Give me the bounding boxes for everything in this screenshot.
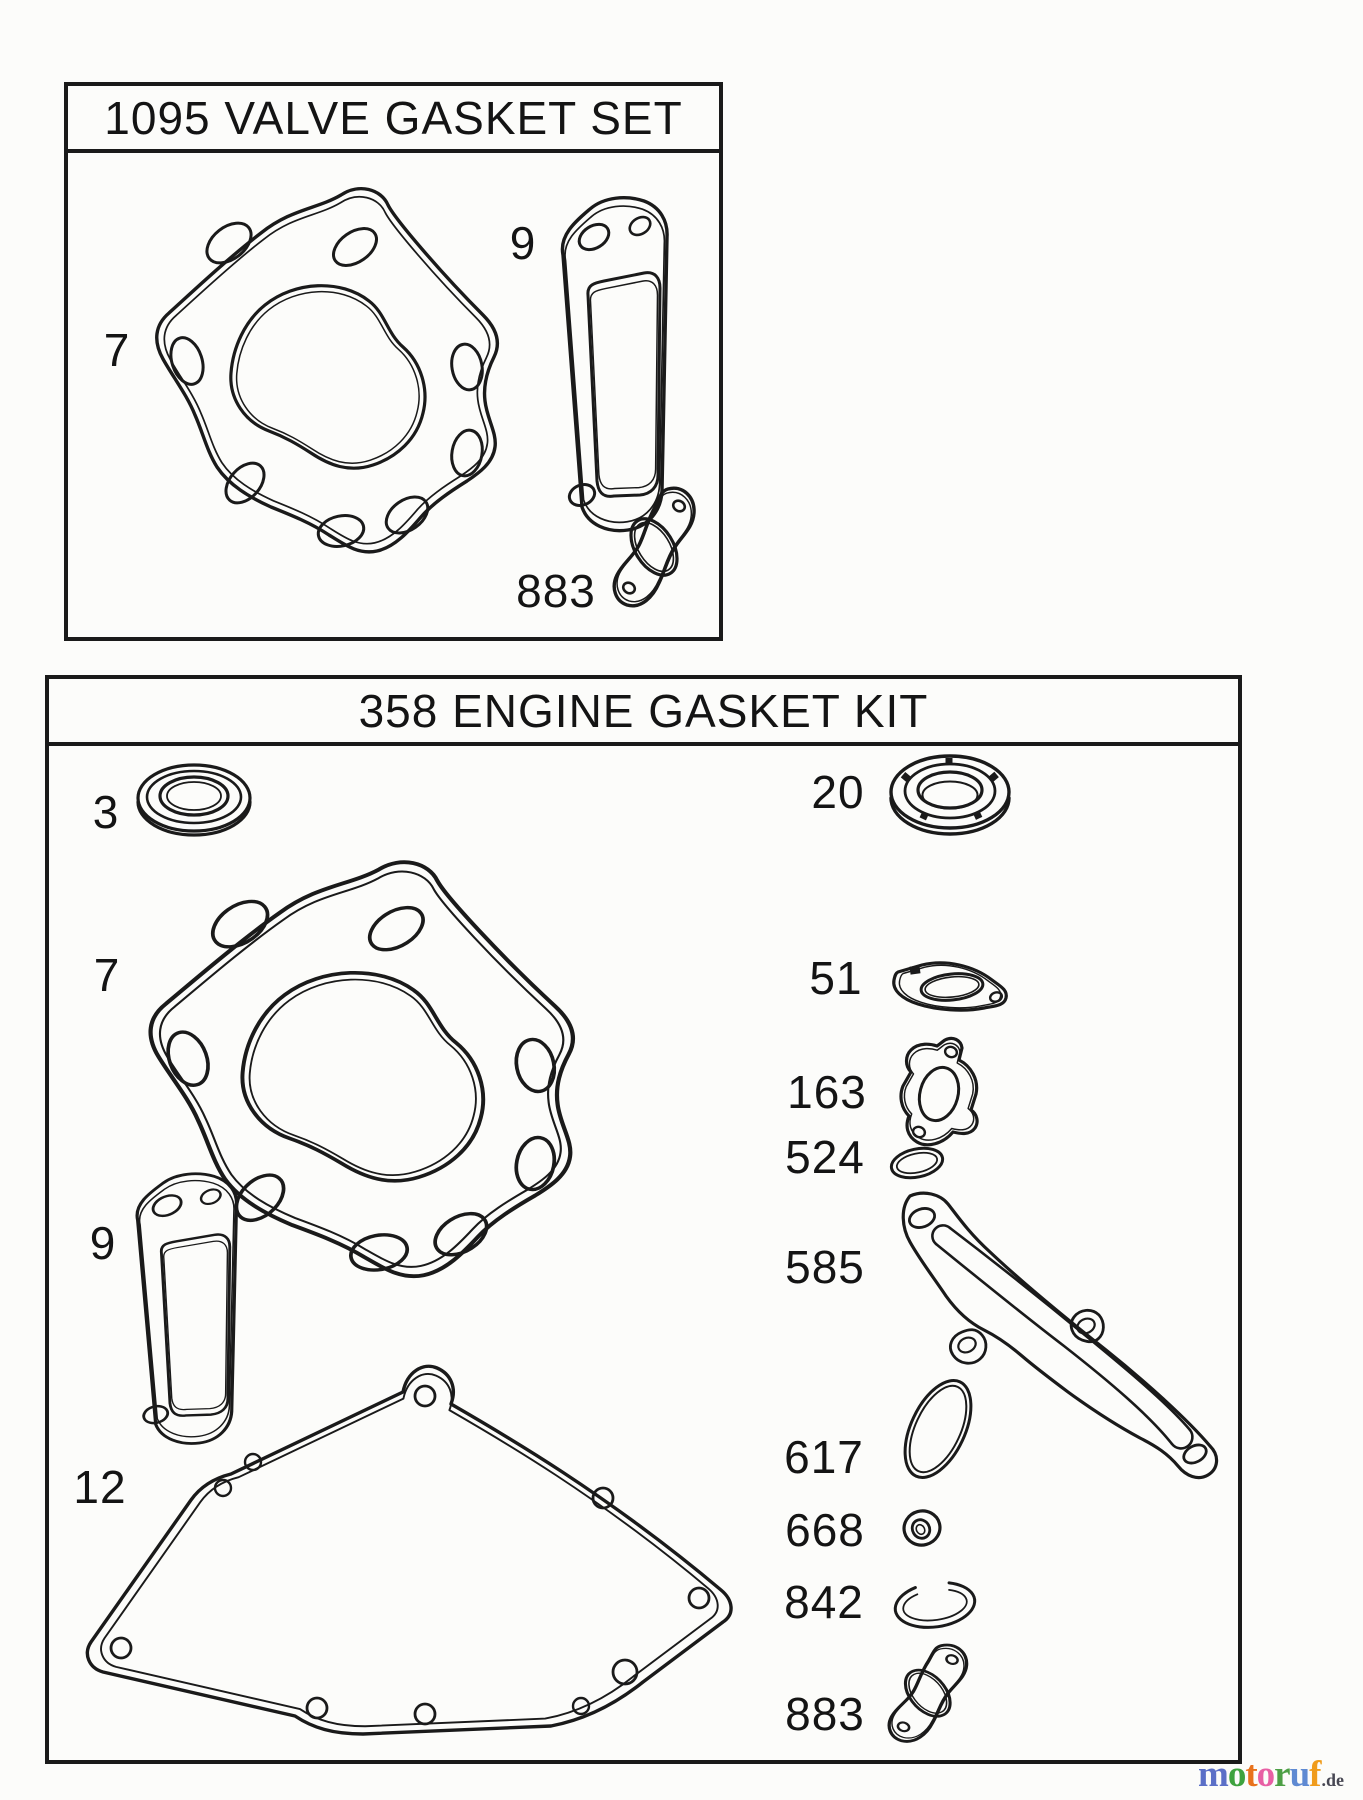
watermark-letter: u — [1289, 1754, 1310, 1795]
engine-gasket-kit-title: 358 ENGINE GASKET KIT — [358, 684, 929, 737]
watermark-letter: f — [1309, 1754, 1321, 1795]
part-label-883-box1: 883 — [516, 565, 596, 617]
part-label-9: 9 — [89, 1217, 117, 1269]
watermark-letter: o — [1227, 1754, 1246, 1795]
watermark-letter: t — [1245, 1754, 1257, 1795]
part-label-524: 524 — [785, 1131, 865, 1183]
valve-gasket-set-box — [64, 82, 723, 641]
part-label-842: 842 — [784, 1576, 864, 1628]
part-label-163: 163 — [787, 1066, 867, 1118]
watermark-suffix: .de — [1321, 1770, 1344, 1790]
part-label-7-box1: 7 — [103, 324, 131, 376]
part-label-7: 7 — [93, 949, 121, 1001]
part-label-883: 883 — [785, 1688, 865, 1740]
watermark-letter: r — [1274, 1754, 1290, 1795]
part-label-51: 51 — [809, 952, 863, 1004]
part-label-20: 20 — [811, 766, 865, 818]
part-label-3: 3 — [92, 786, 120, 838]
part-label-585: 585 — [785, 1241, 865, 1293]
watermark-letter: o — [1256, 1754, 1275, 1795]
part-label-12: 12 — [73, 1461, 127, 1513]
engine-gasket-kit-header — [49, 679, 1238, 746]
valve-gasket-set-header — [68, 86, 719, 153]
valve-gasket-set-title: 1095 VALVE GASKET SET — [104, 91, 683, 144]
engine-gasket-kit-box — [45, 675, 1242, 1764]
watermark-letter: m — [1198, 1754, 1228, 1795]
motoruf-watermark-logo[interactable] — [1198, 1756, 1344, 1793]
part-label-9-box1: 9 — [509, 217, 537, 269]
part-label-617: 617 — [784, 1431, 864, 1483]
part-label-668: 668 — [785, 1504, 865, 1556]
